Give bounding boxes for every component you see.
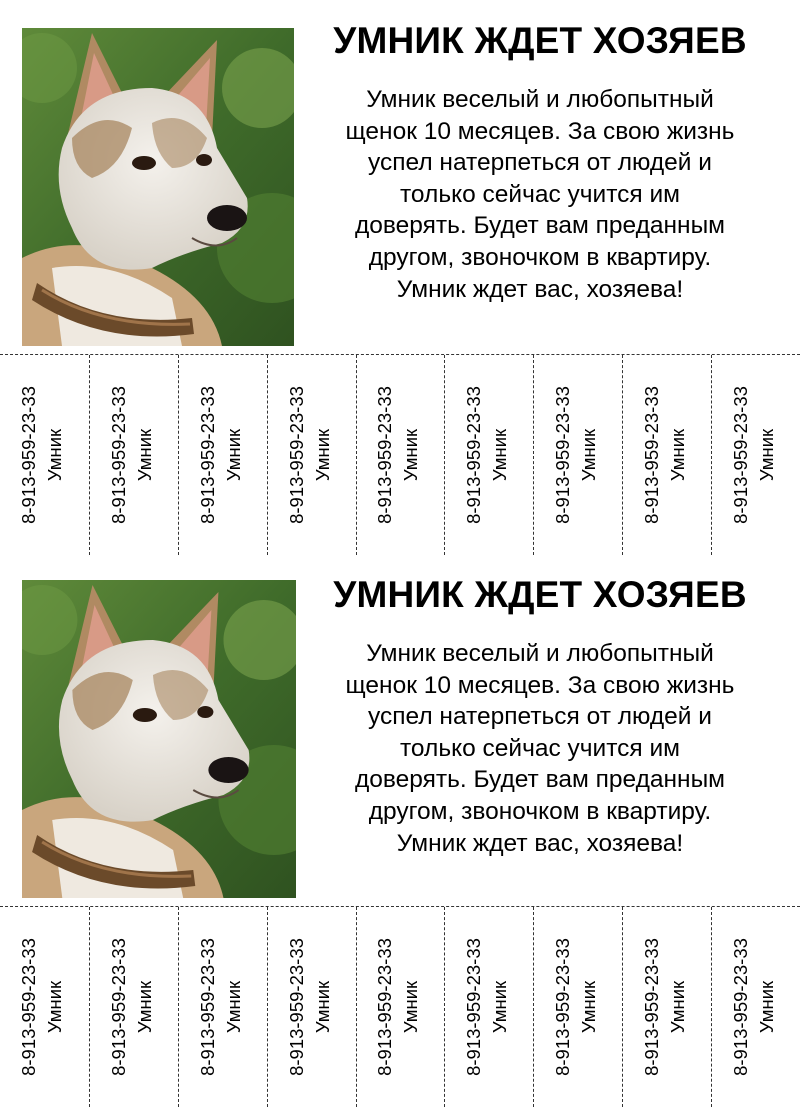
tear-off-tab	[267, 355, 356, 555]
description-line: Умник ждет вас, хозяева!	[396, 275, 684, 303]
tear-off-tab	[356, 907, 445, 1107]
description-line: другом, звоночком в квартиру.	[368, 243, 712, 271]
tear-off-tab	[356, 355, 445, 555]
flyer-2	[0, 554, 800, 1110]
description-line: доверять. Будет вам преданным	[354, 766, 726, 794]
tab-phone: 8-913-959-23-33	[196, 938, 218, 1076]
description-line: только сейчас учится им	[399, 180, 681, 208]
tab-phone: 8-913-959-23-33	[641, 386, 663, 524]
tab-name: Умник	[667, 980, 689, 1034]
tab-phone: 8-913-959-23-33	[374, 938, 396, 1076]
tear-off-tab	[267, 907, 356, 1107]
tear-off-tab	[444, 355, 533, 555]
tab-phone: 8-913-959-23-33	[18, 386, 40, 524]
tab-phone: 8-913-959-23-33	[730, 938, 752, 1076]
description-line: Умник ждет вас, хозяева!	[396, 829, 684, 857]
tab-name: Умник	[44, 428, 66, 482]
description-line: щенок 10 месяцев. За свою жизнь	[345, 117, 735, 145]
tear-off-tab	[533, 355, 622, 555]
tear-off-tab	[89, 355, 178, 555]
description-line: Умник веселый и любопытный	[366, 86, 714, 113]
tab-name: Умник	[311, 980, 333, 1034]
tear-off-tab	[622, 355, 711, 555]
description-line: доверять. Будет вам преданным	[354, 212, 726, 240]
tab-phone: 8-913-959-23-33	[552, 386, 574, 524]
dog-photo-icon	[22, 28, 294, 346]
tab-phone: 8-913-959-23-33	[285, 386, 307, 524]
tab-phone: 8-913-959-23-33	[18, 938, 40, 1076]
description-line: успел натерпеться от людей и	[368, 149, 712, 177]
tab-name: Умник	[311, 428, 333, 482]
dog-photo	[22, 28, 294, 346]
tear-off-tab	[0, 907, 89, 1107]
description-line: успел натерпеться от людей и	[368, 703, 712, 731]
tab-name: Умник	[133, 428, 155, 482]
flyer-description	[305, 638, 775, 859]
tab-phone: 8-913-959-23-33	[107, 386, 129, 524]
tab-name: Умник	[44, 980, 66, 1034]
tear-off-tab	[711, 355, 800, 555]
tab-phone: 8-913-959-23-33	[730, 386, 752, 524]
tear-off-tab	[533, 907, 622, 1107]
tear-off-tabs	[0, 906, 800, 1109]
tear-off-tab	[711, 907, 800, 1107]
description-line: только сейчас учится им	[399, 734, 681, 762]
tab-name: Умник	[133, 980, 155, 1034]
tab-phone: 8-913-959-23-33	[552, 938, 574, 1076]
tear-off-tab	[444, 907, 533, 1107]
description-line: другом, звоночком в квартиру.	[368, 797, 712, 825]
flyer-description	[305, 84, 775, 305]
tear-off-tab	[89, 907, 178, 1107]
tab-name: Умник	[578, 428, 600, 482]
tear-off-tab	[178, 355, 267, 555]
dog-photo-icon	[22, 580, 296, 898]
tab-phone: 8-913-959-23-33	[463, 938, 485, 1076]
tab-phone: 8-913-959-23-33	[196, 386, 218, 524]
dog-photo	[22, 580, 296, 898]
flyer-title: УМНИК ЖДЕТ ХОЗЯЕВ	[333, 574, 747, 615]
tab-phone: 8-913-959-23-33	[374, 386, 396, 524]
tear-off-tab	[178, 907, 267, 1107]
tab-name: Умник	[578, 980, 600, 1034]
tab-name: Умник	[400, 980, 422, 1034]
tab-name: Умник	[756, 980, 778, 1034]
tab-name: Умник	[489, 428, 511, 482]
tab-name: Умник	[489, 980, 511, 1034]
tab-name: Умник	[222, 980, 244, 1034]
tab-phone: 8-913-959-23-33	[641, 938, 663, 1076]
description-line: щенок 10 месяцев. За свою жизнь	[345, 671, 735, 699]
flyer-title: УМНИК ЖДЕТ ХОЗЯЕВ	[333, 20, 747, 61]
tab-name: Умник	[400, 428, 422, 482]
tear-off-tabs	[0, 354, 800, 557]
tear-off-tab	[0, 355, 89, 555]
tab-phone: 8-913-959-23-33	[107, 938, 129, 1076]
tab-name: Умник	[756, 428, 778, 482]
tab-name: Умник	[667, 428, 689, 482]
description-line: Умник веселый и любопытный	[366, 640, 714, 667]
tab-phone: 8-913-959-23-33	[463, 386, 485, 524]
tab-name: Умник	[222, 428, 244, 482]
tear-off-tab	[622, 907, 711, 1107]
tab-phone: 8-913-959-23-33	[285, 938, 307, 1076]
